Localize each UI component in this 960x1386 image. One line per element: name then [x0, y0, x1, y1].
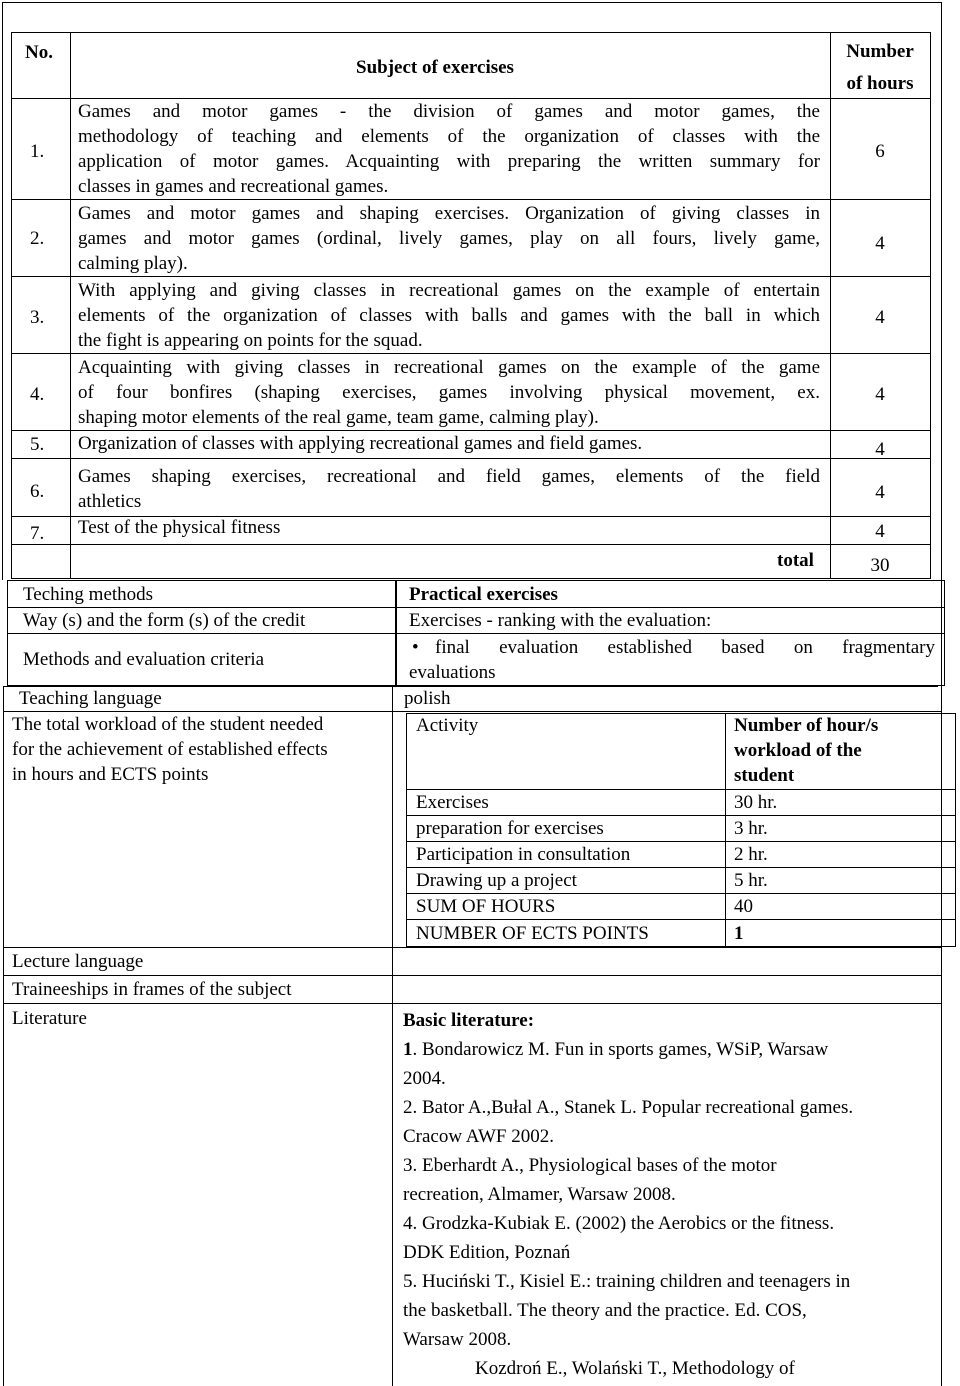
row-subject: Games and motor games and shaping exercises. Organization of giving classes in games and motor games (ordinal, lively games, play on all fours, lively game, calming play).	[78, 203, 820, 274]
hours-cell: 30 hr.	[734, 792, 778, 813]
credit-value: Exercises - ranking with the evaluation:	[409, 610, 712, 631]
row-hours: 4	[875, 233, 885, 254]
activity-cell: Drawing up a project	[416, 870, 577, 891]
row-number: 4.	[30, 384, 45, 405]
row-number: 3.	[30, 307, 45, 328]
literature-list: Basic literature: 1. Bondarowicz M. Fun in sports games, WSiP, Warsaw 2004. 2. Bator A.,Bułal A., Stanek L. Popular recreational games. Cracow AWF 2002. 3. Eberhardt A., Physiological bases of the motor recreation, Almamer, Warsaw 2008. 4. Grodzka-Kubiak E. (2002) the Aerobics or the fitness. DDK Edition, Poznań 5. Huciński T., Kisiel E.: training children and teenagers in the basketball. The theory and the practice. Ed. COS, Warsaw 2008. Kozdroń E., Wolański T., Methodology of	[403, 1006, 933, 1383]
traineeships-label: Traineeships in frames of the subject	[12, 979, 292, 1000]
header-subject: Subject of exercises	[356, 57, 514, 78]
row-subject: Acquainting with giving classes in recreational games on the example of the game of four bonfires (shaping exercises, games involving physical movement, ex. shaping motor elements of the real game, team game, calming play).	[78, 357, 820, 428]
row-subject: Test of the physical fitness	[78, 517, 281, 538]
teaching-language-label: Teaching language	[19, 688, 162, 709]
header-hours: Number of hours	[846, 41, 914, 94]
row-number: 6.	[30, 481, 45, 502]
row-subject: Games shaping exercises, recreational and field games, elements of the field athletics	[78, 466, 820, 512]
criteria-value: final evaluation established based on fragmentary evaluations	[409, 637, 935, 683]
header-no: No.	[25, 42, 53, 63]
hours-cell: 1	[734, 923, 744, 944]
activity-cell: Exercises	[416, 792, 489, 813]
row-hours: 4	[875, 521, 885, 542]
literature-entry: 2. Bator A.,Bułal A., Stanek L. Popular recreational games.	[403, 1097, 854, 1118]
teaching-methods-label: Teching methods	[23, 584, 154, 605]
row-subject: With applying and giving classes in recreational games on the example of entertain elements of the organization of classes with balls and games with the ball in which the fight is appearing on points for the squad.	[78, 280, 820, 351]
hours-cell: 2 hr.	[734, 844, 768, 865]
literature-label: Literature	[12, 1008, 87, 1029]
activity-cell: NUMBER OF ECTS POINTS	[416, 923, 649, 944]
row-hours: 4	[875, 307, 885, 328]
literature-entry: 5. Huciński T., Kisiel E.: training children and teenagers in	[403, 1271, 851, 1292]
row-number: 5.	[30, 434, 45, 455]
hours-cell: 3 hr.	[734, 818, 768, 839]
row-number: 7.	[30, 523, 45, 544]
literature-heading: Basic literature:	[403, 1010, 535, 1031]
row-number: 2.	[30, 228, 45, 249]
lecture-language-label: Lecture language	[12, 951, 144, 972]
criteria-bullet: •	[412, 637, 419, 658]
hours-cell: 40	[734, 896, 753, 917]
row-number: 1.	[30, 141, 45, 162]
activity-cell: SUM OF HOURS	[416, 896, 556, 917]
literature-entry: 1. Bondarowicz M. Fun in sports games, WSiP, Warsaw	[403, 1039, 829, 1060]
row-hours: 6	[875, 141, 885, 162]
workload-label: The total workload of the student needed for the achievement of established effects in hours and ECTS points	[12, 714, 328, 785]
row-hours: 4	[875, 384, 885, 405]
hours-header: Number of hour/s workload of the student	[734, 715, 879, 786]
total-label: total	[777, 550, 814, 571]
activity-cell: Participation in consultation	[416, 844, 631, 865]
hours-cell: 5 hr.	[734, 870, 768, 891]
teaching-language-value: polish	[404, 688, 451, 709]
total-value: 30	[870, 555, 890, 576]
row-hours: 4	[875, 482, 885, 503]
activity-header: Activity	[416, 715, 479, 736]
literature-entry: 3. Eberhardt A., Physiological bases of the motor	[403, 1155, 777, 1176]
literature-trailing: Kozdroń E., Wolański T., Methodology of	[475, 1358, 795, 1379]
row-subject: Organization of classes with applying recreational games and field games.	[78, 433, 643, 454]
credit-label: Way (s) and the form (s) of the credit	[23, 610, 306, 631]
criteria-label: Methods and evaluation criteria	[23, 649, 265, 670]
row-hours: 4	[875, 439, 885, 460]
row-subject: Games and motor games - the division of games and motor games, the methodology of teaching and elements of the organization of classes with the application of motor games. Acquainting with preparing the written summary for classes in games and recreational games.	[78, 101, 820, 197]
teaching-methods-value: Practical exercises	[409, 584, 558, 605]
activity-cell: preparation for exercises	[416, 818, 604, 839]
literature-entry: 4. Grodzka-Kubiak E. (2002) the Aerobics or the fitness.	[403, 1213, 835, 1234]
